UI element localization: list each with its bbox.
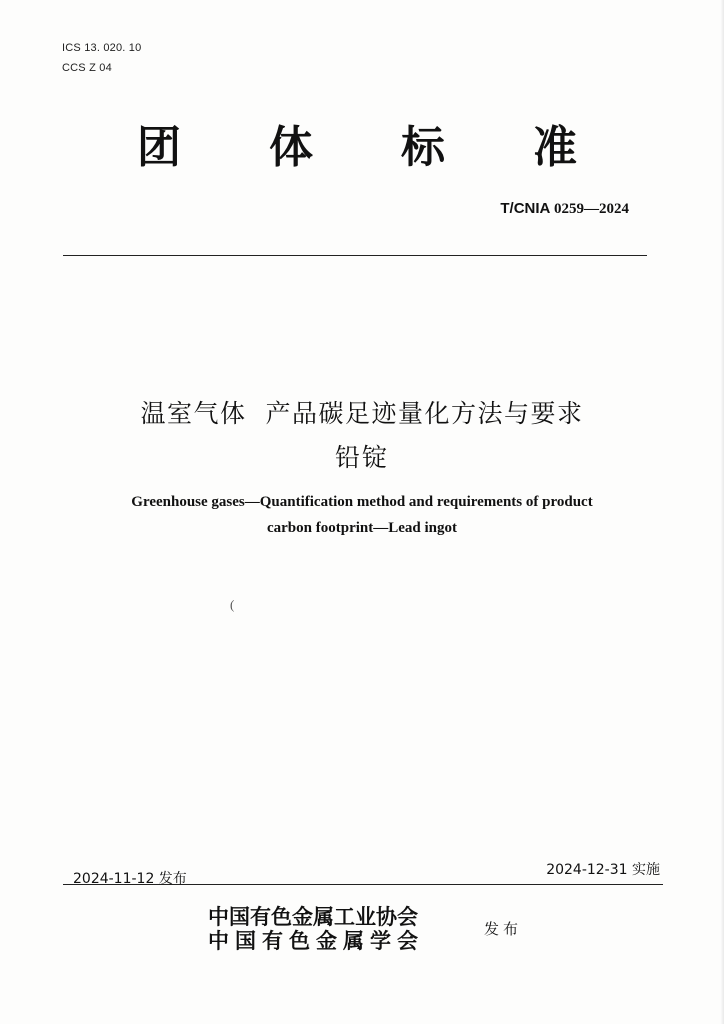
ics-code: ICS 13. 020. 10 bbox=[62, 42, 142, 54]
issue-date: 2024-11-12 发布 bbox=[73, 871, 187, 887]
doc-type-char: 体 bbox=[269, 122, 313, 173]
doc-type-char: 标 bbox=[401, 122, 445, 173]
publish-label: 发布 bbox=[484, 920, 523, 938]
doc-type-char: 准 bbox=[533, 122, 577, 173]
header-divider bbox=[63, 255, 647, 256]
ccs-code: CCS Z 04 bbox=[62, 62, 112, 74]
page-edge-shadow bbox=[720, 0, 724, 1024]
standard-number-prefix: T/CNIA bbox=[500, 200, 554, 217]
stray-scan-mark: ( bbox=[230, 597, 235, 612]
publisher-org-2: 中国有色金属学会 bbox=[208, 928, 424, 953]
publisher-org-1: 中国有色金属工业协会 bbox=[208, 904, 418, 929]
footer-divider bbox=[63, 884, 663, 885]
doc-type-char: 团 bbox=[137, 122, 181, 173]
chinese-title-line-2: 铅锭 bbox=[334, 443, 389, 472]
standard-number-code: 0259—2024 bbox=[554, 201, 629, 217]
implementation-date: 2024-12-31 实施 bbox=[546, 862, 660, 878]
document-type-heading bbox=[137, 118, 577, 178]
chinese-title-line-1: 温室气体 产品碳足迹量化方法与要求 bbox=[140, 399, 584, 428]
publisher-block bbox=[208, 905, 424, 953]
english-title-line-2: carbon footprint—Lead ingot bbox=[266, 520, 457, 536]
english-title-line-1: Greenhouse gases—Quantification method and requirements of product bbox=[131, 494, 593, 510]
standard-number bbox=[500, 200, 629, 218]
